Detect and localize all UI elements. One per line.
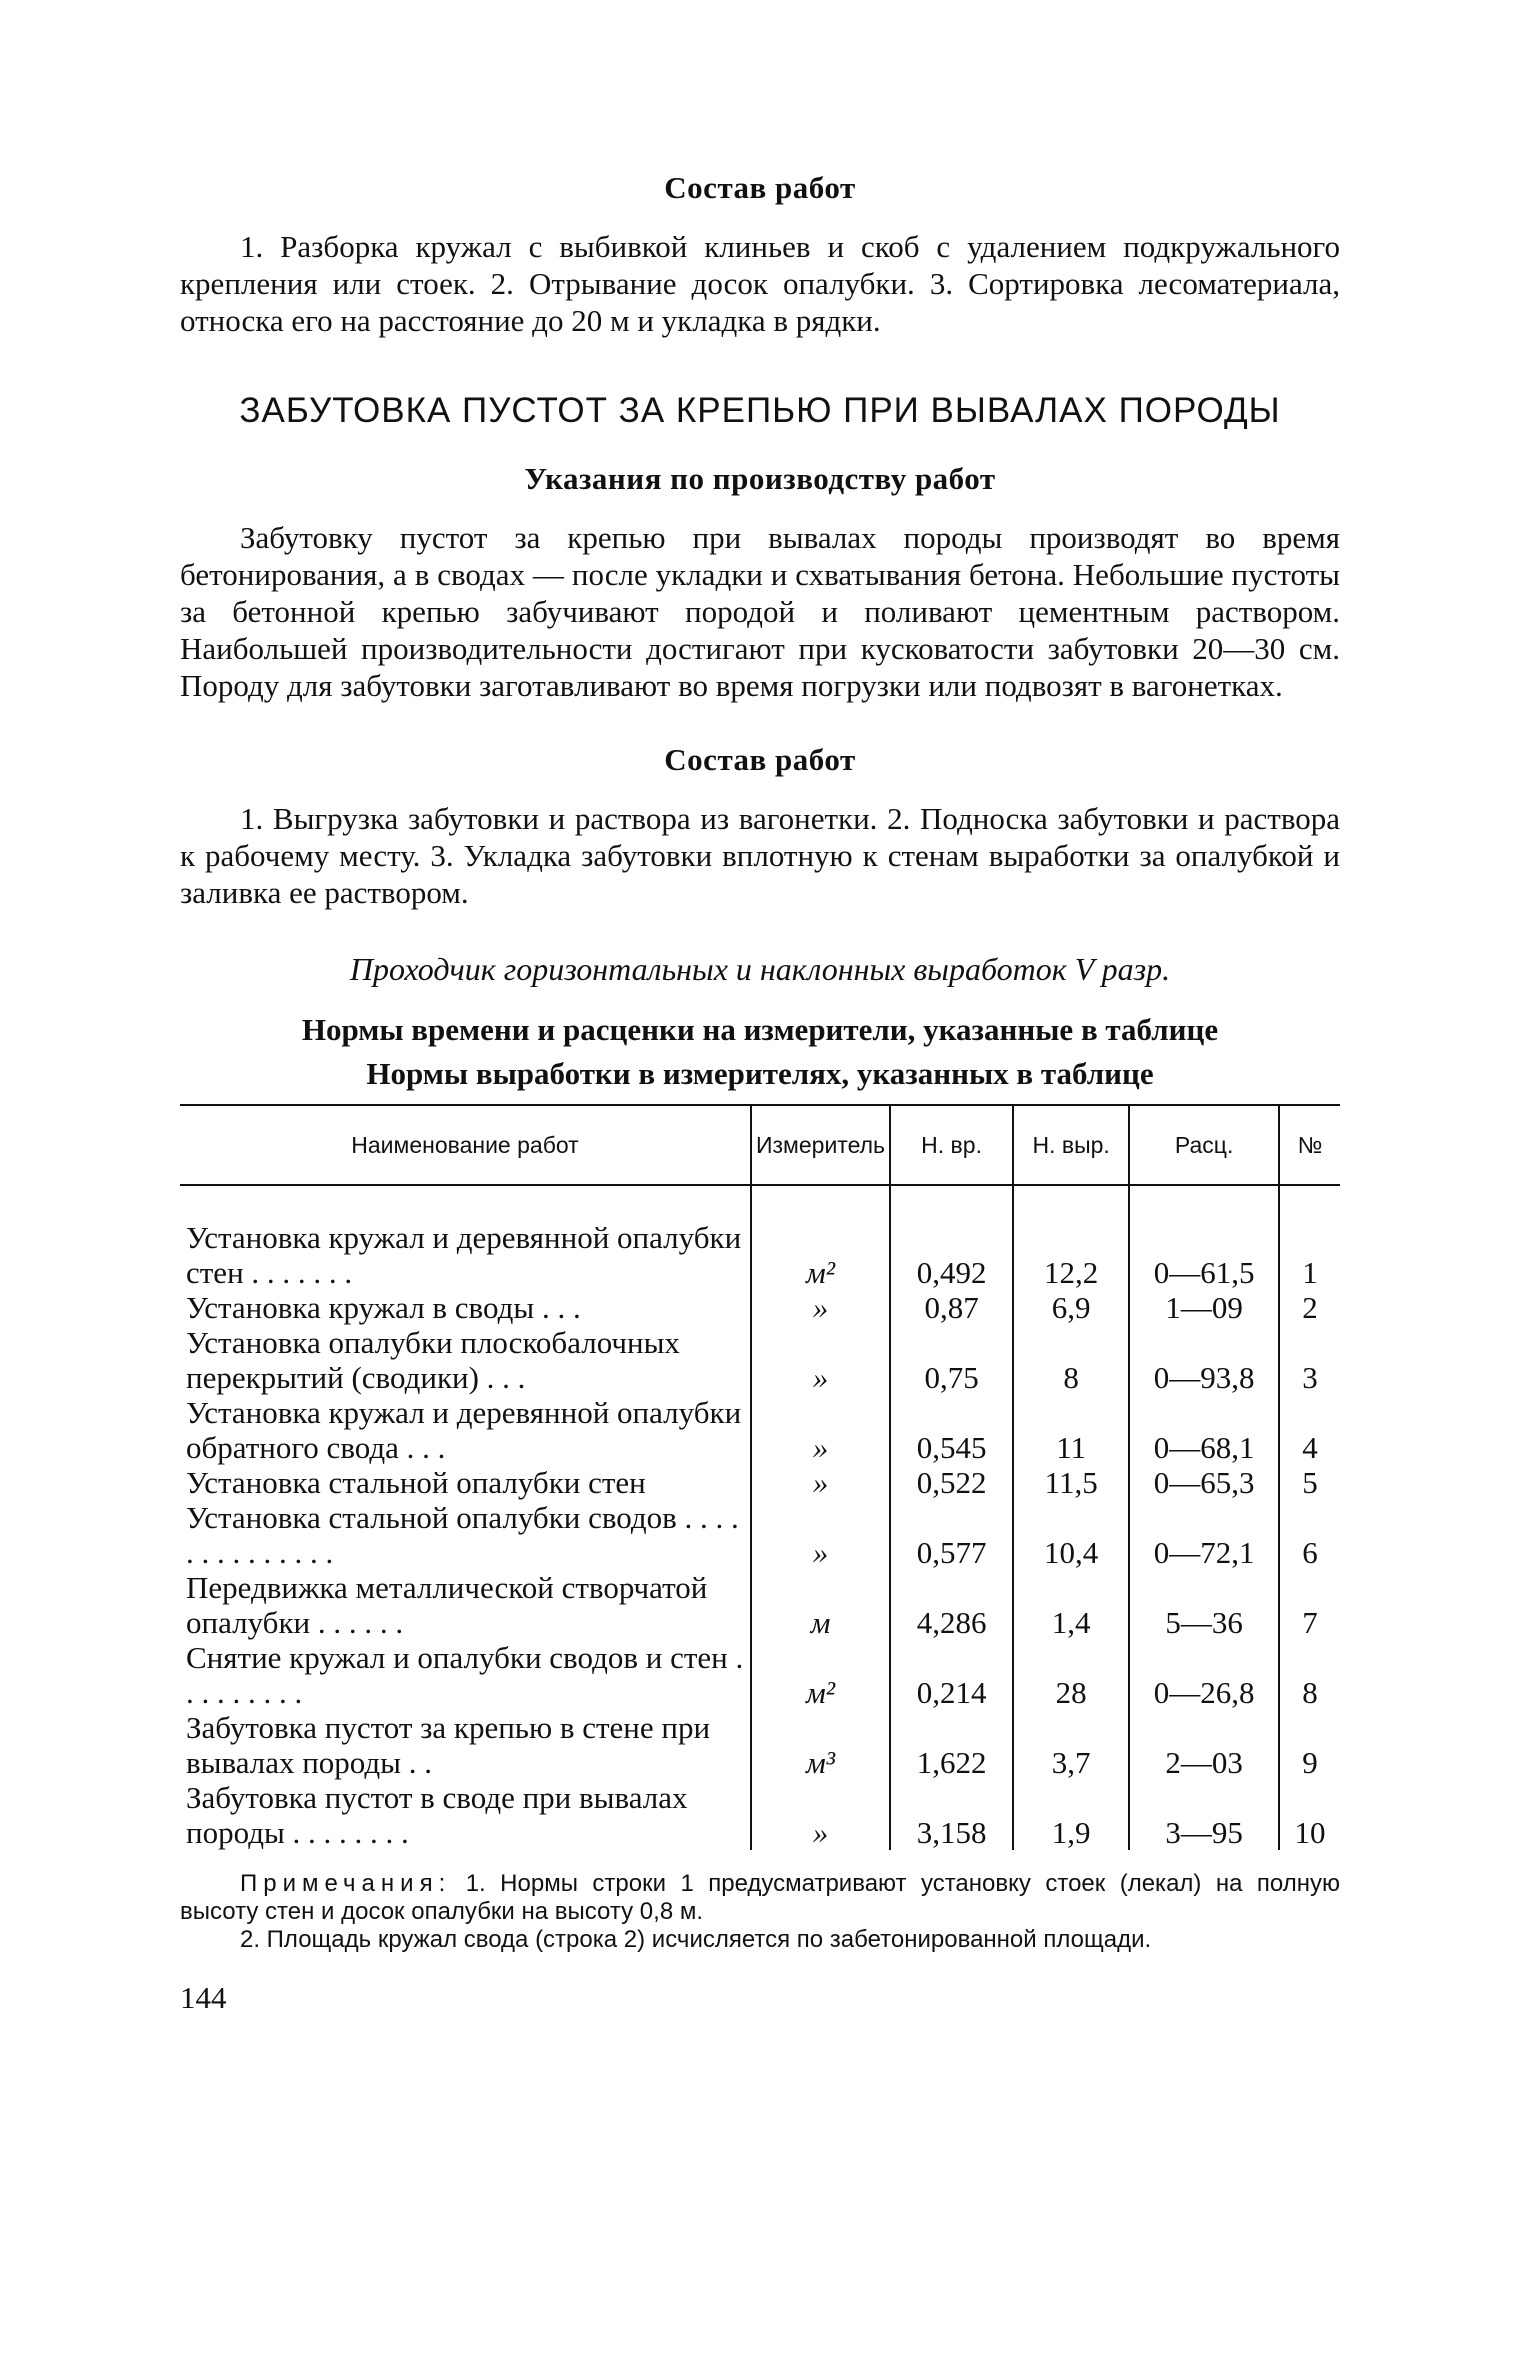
norms-table — [180, 1104, 1340, 1850]
row-name: Установка опалубки плоскобалочных перекрытий (сводики) . . . — [186, 1325, 680, 1395]
table-row — [180, 1710, 1340, 1780]
worker-category: Проходчик горизонтальных и наклонных выработок V разр. — [349, 951, 1171, 987]
row-output-norm: 11,5 — [1013, 1465, 1129, 1500]
row-rate: 0—68,1 — [1129, 1395, 1279, 1465]
row-rate: 2—03 — [1129, 1710, 1279, 1780]
row-number: 4 — [1279, 1395, 1340, 1465]
page-number: 144 — [180, 1980, 227, 2015]
row-number: 3 — [1279, 1325, 1340, 1395]
row-name: Передвижка металлической створчатой опалубки . . . . . . — [186, 1570, 708, 1640]
row-output-norm: 10,4 — [1013, 1500, 1129, 1570]
table-row — [180, 1395, 1340, 1465]
header-unit: Измеритель — [751, 1105, 890, 1185]
row-time-norm: 1,622 — [890, 1710, 1013, 1780]
table-row — [180, 1500, 1340, 1570]
work-heading: Состав работ — [664, 742, 856, 777]
row-number: 1 — [1279, 1185, 1340, 1290]
row-unit: » — [751, 1500, 890, 1570]
row-number: 10 — [1279, 1780, 1340, 1850]
row-unit: » — [751, 1325, 890, 1395]
notes — [180, 1870, 1340, 1954]
row-unit: м³ — [751, 1710, 890, 1780]
row-rate: 0—65,3 — [1129, 1465, 1279, 1500]
instructions-text: Забутовку пустот за крепью при вывалах породы производят во время бетонирования, а в сводах — после укладки и схватывания бетона. Небольшие пустоты за бетонной крепью забучивают породой и поливают цементным раствором. Наибольшей производительности достигают при кусковатости забутовки 20—30 см. Породу для забутовки заготавливают во время погрузки или подвозят в вагонетках. — [180, 520, 1340, 703]
table-row — [180, 1640, 1340, 1710]
row-unit: м² — [751, 1185, 890, 1290]
row-name: Забутовка пустот в своде при вывалах породы . . . . . . . . — [186, 1780, 688, 1850]
header-name: Наименование работ — [180, 1105, 751, 1185]
table-row — [180, 1290, 1340, 1325]
table-body — [180, 1185, 1340, 1850]
norms-line-2: Нормы выработки в измерителях, указанных в таблице — [366, 1056, 1154, 1091]
row-name: Установка стальной опалубки стен — [186, 1465, 646, 1500]
row-output-norm: 1,9 — [1013, 1780, 1129, 1850]
row-rate: 0—26,8 — [1129, 1640, 1279, 1710]
section-heading: Состав работ — [664, 170, 856, 205]
table-header — [180, 1105, 1340, 1185]
notes-label: Примечания: — [240, 1870, 452, 1897]
note-2: 2. Площадь кружал свода (строка 2) исчисляется по забетонированной площади. — [240, 1926, 1152, 1953]
row-rate: 1—09 — [1129, 1290, 1279, 1325]
section-title: ЗАБУТОВКА ПУСТОТ ЗА КРЕПЬЮ ПРИ ВЫВАЛАХ ПОРОДЫ — [239, 391, 1281, 430]
row-output-norm: 12,2 — [1013, 1185, 1129, 1290]
table-row — [180, 1780, 1340, 1850]
row-output-norm: 8 — [1013, 1325, 1129, 1395]
row-output-norm: 6,9 — [1013, 1290, 1129, 1325]
row-rate: 3—95 — [1129, 1780, 1279, 1850]
table-row — [180, 1570, 1340, 1640]
row-number: 8 — [1279, 1640, 1340, 1710]
row-unit: » — [751, 1395, 890, 1465]
row-rate: 0—72,1 — [1129, 1500, 1279, 1570]
page — [180, 170, 1340, 2016]
row-output-norm: 3,7 — [1013, 1710, 1129, 1780]
row-time-norm: 0,492 — [890, 1185, 1013, 1290]
work-composition-text: 1. Разборка кружал с выбивкой клиньев и скоб с удалением подкружального крепления или стоек. 2. Отрывание досок опалубки. 3. Сортировка лесоматериала, относка его на расстояние до 20 м и укладка в рядки. — [180, 229, 1340, 338]
table-row — [180, 1185, 1340, 1290]
row-name: Снятие кружал и опалубки сводов и стен . . . . . . . . . — [186, 1640, 744, 1710]
row-unit: » — [751, 1780, 890, 1850]
row-number: 6 — [1279, 1500, 1340, 1570]
row-time-norm: 0,577 — [890, 1500, 1013, 1570]
row-number: 2 — [1279, 1290, 1340, 1325]
row-name: Установка кружал и деревянной опалубки обратного свода . . . — [186, 1395, 742, 1465]
row-unit: » — [751, 1465, 890, 1500]
row-name: Установка кружал и деревянной опалубки стен . . . . . . . — [186, 1220, 742, 1290]
row-time-norm: 4,286 — [890, 1570, 1013, 1640]
row-time-norm: 3,158 — [890, 1780, 1013, 1850]
row-time-norm: 0,522 — [890, 1465, 1013, 1500]
row-time-norm: 0,87 — [890, 1290, 1013, 1325]
norms-line-1: Нормы времени и расценки на измерители, указанные в таблице — [301, 1012, 1219, 1047]
row-number: 9 — [1279, 1710, 1340, 1780]
row-name: Установка стальной опалубки сводов . . . . . . . . . . . . . . — [186, 1500, 739, 1570]
work-text: 1. Выгрузка забутовки и раствора из вагонетки. 2. Подноска забутовки и раствора к рабочему месту. 3. Укладка забутовки вплотную к стенам выработки за опалубкой и заливка ее раствором. — [180, 801, 1340, 910]
header-number: № — [1279, 1105, 1340, 1185]
row-unit: м² — [751, 1640, 890, 1710]
row-output-norm: 11 — [1013, 1395, 1129, 1465]
row-name: Установка кружал в своды . . . — [186, 1290, 581, 1325]
row-time-norm: 0,214 — [890, 1640, 1013, 1710]
note-1: 1. Нормы строки 1 предусматривают установку стоек (лекал) на полную высоту стен и досок опалубки на высоту 0,8 м. — [180, 1870, 1341, 1925]
table-row — [180, 1325, 1340, 1395]
row-rate: 5—36 — [1129, 1570, 1279, 1640]
row-unit: » — [751, 1290, 890, 1325]
instructions-heading: Указания по производству работ — [524, 461, 996, 496]
row-name: Забутовка пустот за крепью в стене при вывалах породы . . — [186, 1710, 711, 1780]
row-unit: м — [751, 1570, 890, 1640]
row-number: 7 — [1279, 1570, 1340, 1640]
header-rate: Расц. — [1129, 1105, 1279, 1185]
row-time-norm: 0,545 — [890, 1395, 1013, 1465]
table-row — [180, 1465, 1340, 1500]
row-rate: 0—61,5 — [1129, 1185, 1279, 1290]
header-output: Н. выр. — [1013, 1105, 1129, 1185]
row-number: 5 — [1279, 1465, 1340, 1500]
row-output-norm: 1,4 — [1013, 1570, 1129, 1640]
header-time: Н. вр. — [890, 1105, 1013, 1185]
row-output-norm: 28 — [1013, 1640, 1129, 1710]
row-time-norm: 0,75 — [890, 1325, 1013, 1395]
row-rate: 0—93,8 — [1129, 1325, 1279, 1395]
